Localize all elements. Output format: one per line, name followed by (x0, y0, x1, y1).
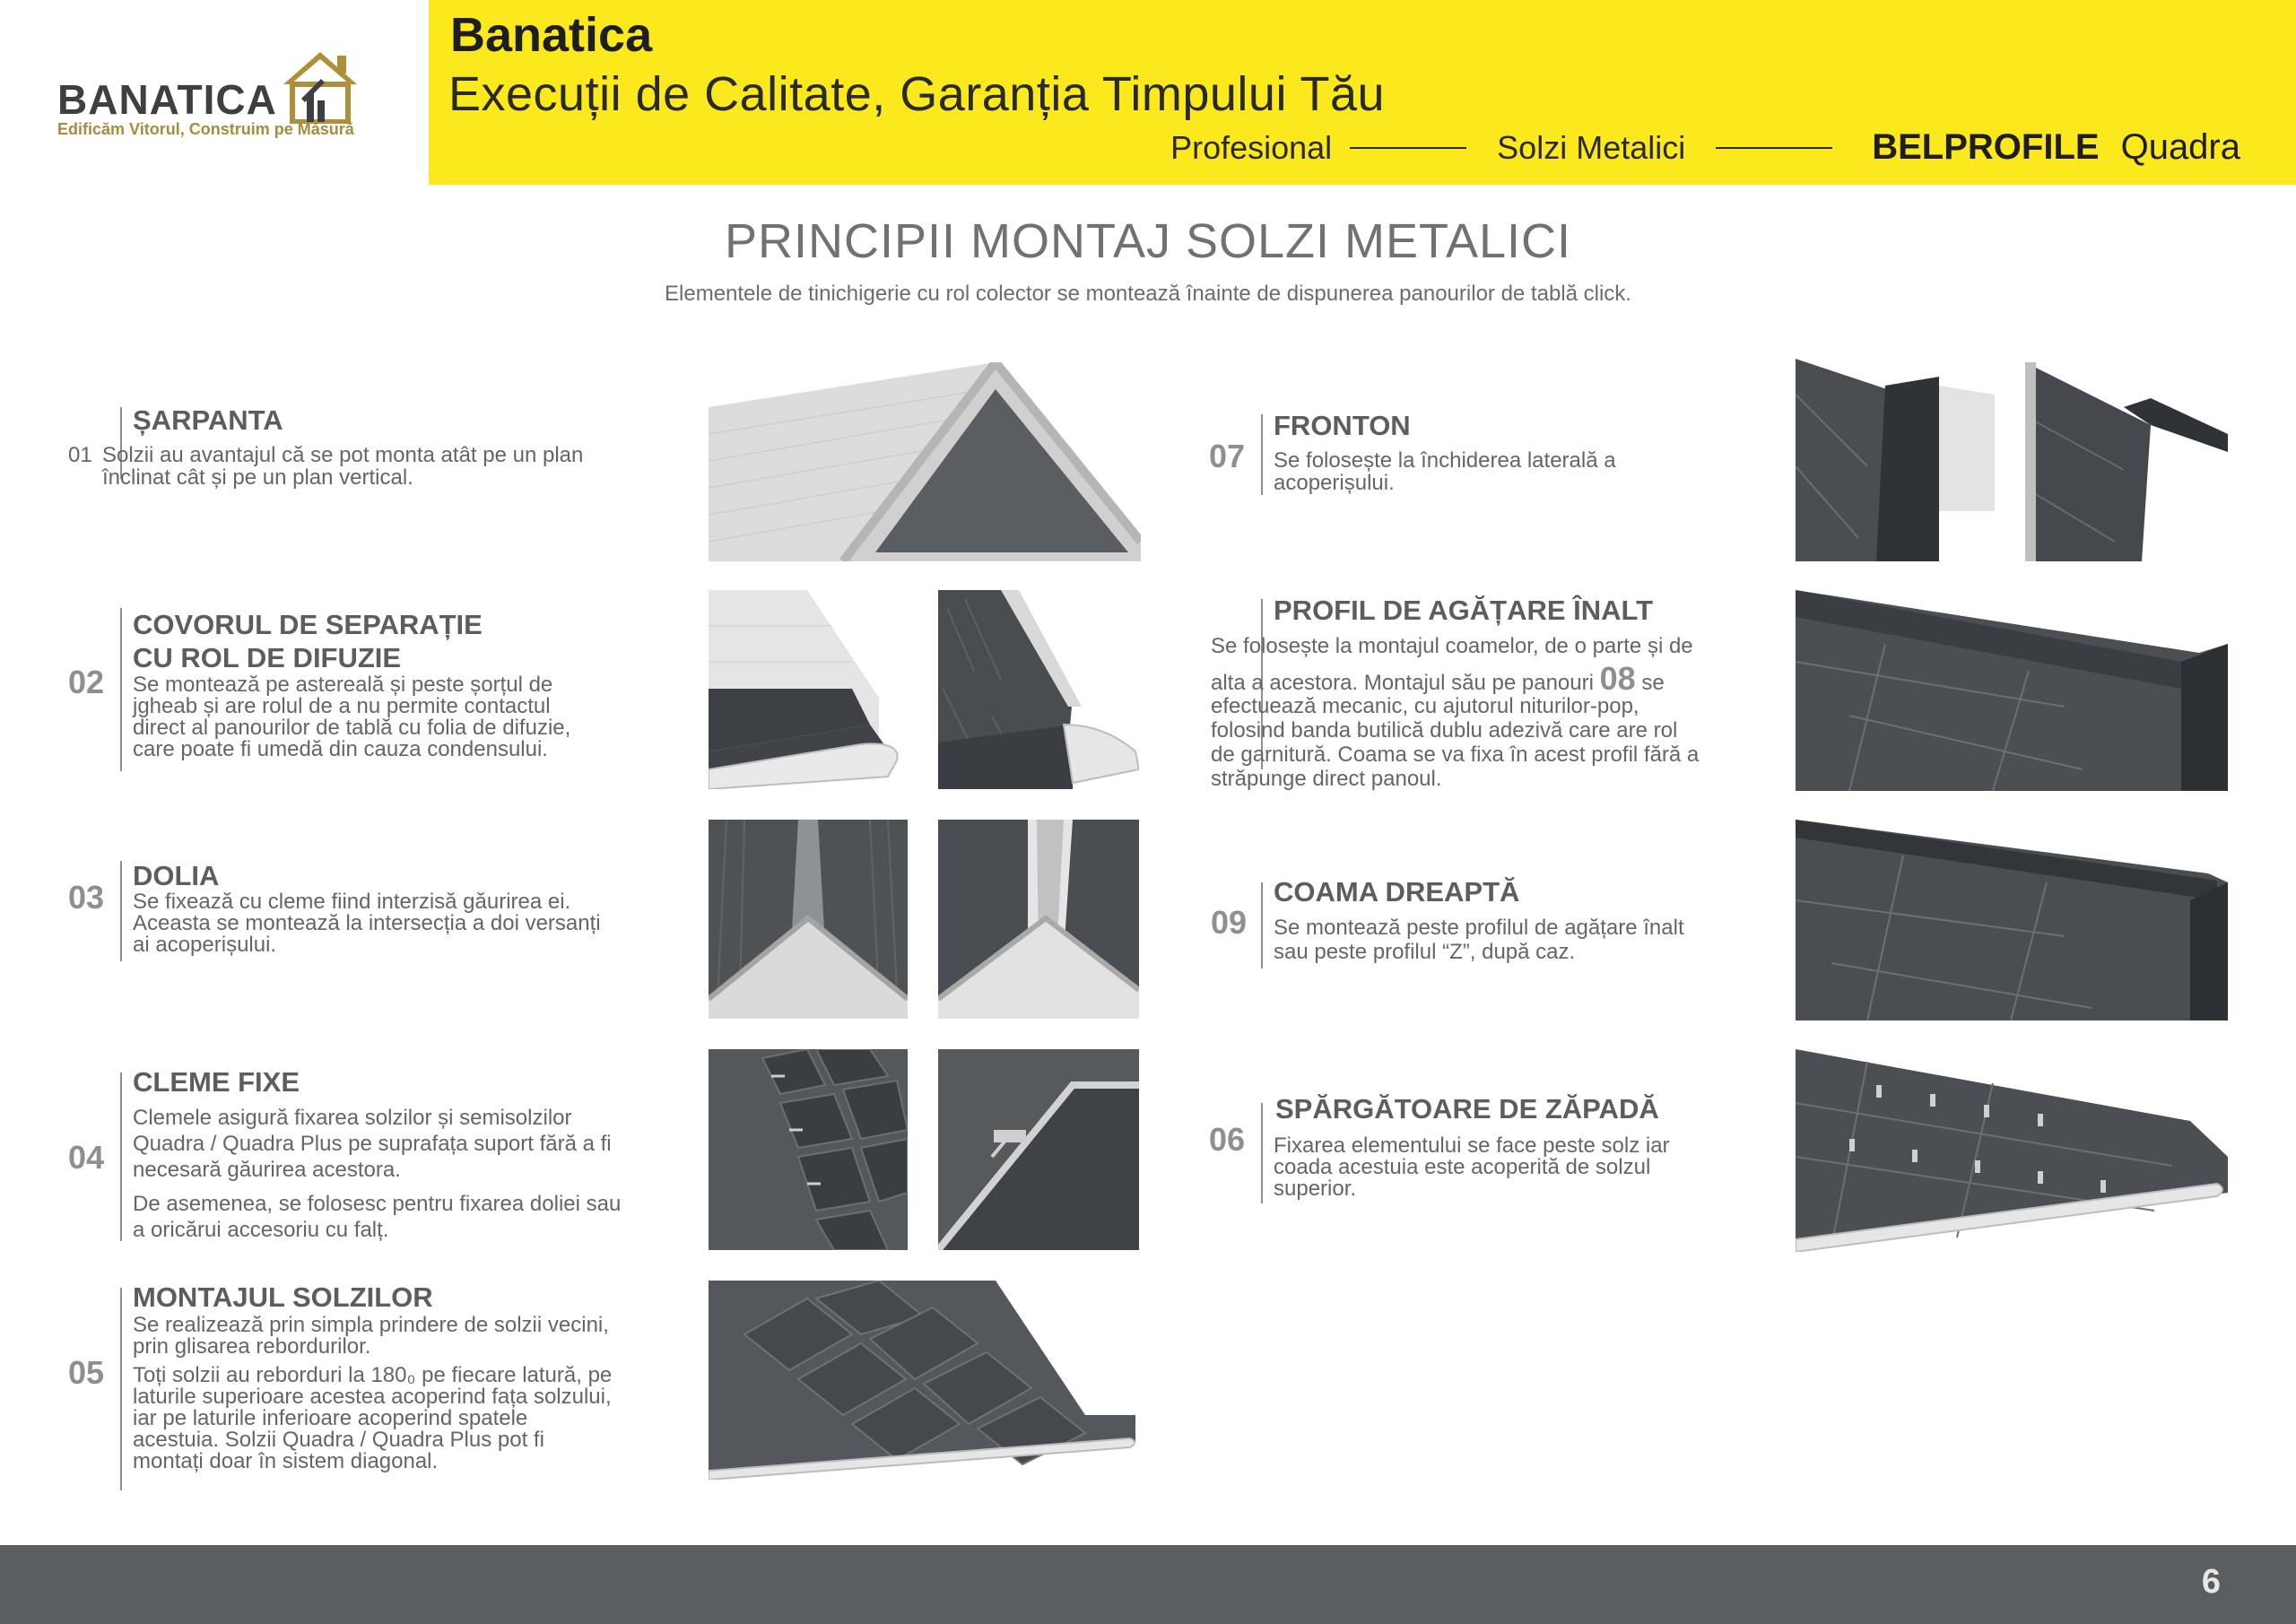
illustration-dolia-1 (709, 820, 908, 1019)
product-name: BELPROFILE (1872, 127, 2100, 167)
step-title: ȘARPANTA (133, 404, 283, 436)
logo (0, 0, 429, 185)
product-model: Quadra (2120, 127, 2240, 167)
brand-name: Banatica (450, 8, 653, 62)
illustration-sarpanta (709, 362, 1141, 561)
step-description-line: superior. (1274, 1177, 1357, 1201)
step-description-line: iar pe laturile inferioare acoperind spatele (133, 1406, 528, 1430)
step-description-line: Fixarea elementului se face peste solz iar (1274, 1133, 1670, 1158)
logo-tagline: Edificăm Vitorul, Construim pe Măsură (57, 120, 354, 138)
step-description-line: acestuia. Solzii Quadra / Quadra Plus pot fi (133, 1428, 544, 1452)
illustration-coama-dreapta (1796, 820, 2228, 1020)
logo-wordmark: BANATICA (57, 76, 277, 123)
step-title: CLEME FIXE (133, 1066, 300, 1098)
step-description-line: Se folosește la montajul coamelor, de o parte și de (1211, 634, 1693, 658)
house-logo-icon (280, 48, 361, 124)
illustration-cleme-1 (709, 1049, 908, 1250)
step-title: CU ROL DE DIFUZIE (133, 642, 402, 673)
step-number: 08 (1599, 660, 1636, 697)
step-description-line: Solzii au avantajul că se pot monta atât pe un plan (102, 443, 584, 467)
step-description-line: direct al panourilor de tablă cu folia de difuzie, (133, 716, 571, 740)
illustration-fronton-1 (1796, 359, 1995, 561)
step-description-line: de garnitură. Coama se va fixa în acest profil fără a (1211, 743, 1700, 767)
step-description-line (1211, 660, 1665, 697)
step-description-line: Se realizează prin simpla prindere de solzii vecini, (133, 1313, 609, 1337)
illustration-spargatoare-zapada (1796, 1049, 2228, 1252)
page-title: PRINCIPII MONTAJ SOLZI METALICI (724, 214, 1572, 268)
step-description-line: laturile superioare acestea acoperind fața solzului, (133, 1385, 612, 1409)
step-description-line: Toți solzii au reborduri la 180₀ pe fiecare latură, pe (133, 1363, 613, 1387)
step-description-line: necesară găurirea acestora. (133, 1158, 401, 1182)
step-description-line: ai acoperișului. (133, 933, 277, 957)
step-divider (1261, 882, 1263, 968)
illustration-dolia-2 (938, 820, 1139, 1019)
step-title: FRONTON (1274, 410, 1411, 441)
step-title: MONTAJUL SOLZILOR (133, 1281, 433, 1313)
step-number: 05 (68, 1354, 105, 1391)
illustration-fronton-2 (2025, 362, 2228, 561)
step-description-line: a oricărui accesoriu cu falț. (133, 1218, 389, 1242)
page-subtitle: Elementele de tinichigerie cu rol colector se montează înainte de dispunerea panourilor de tablă click. (665, 282, 1631, 306)
step-number: 03 (68, 879, 105, 916)
step-divider (1261, 414, 1263, 495)
step-description-text: se (1641, 671, 1665, 695)
step-title: COAMA DREAPTĂ (1274, 876, 1520, 908)
footer-bar (0, 1545, 2296, 1624)
illustration-montaj-solzi (709, 1281, 1135, 1480)
step-number: 09 (1211, 904, 1248, 941)
breadcrumb (1170, 127, 2240, 168)
step-description-line: înclinat cât și pe un plan vertical. (102, 465, 413, 490)
breadcrumb-solzi-metalici: Solzi Metalici (1497, 128, 1686, 166)
step-description-line: străpunge direct panoul. (1211, 767, 1442, 791)
step-divider (1261, 1103, 1263, 1203)
step-number: 07 (1209, 438, 1246, 474)
step-description-line: prin glisarea rebordurilor. (133, 1334, 371, 1359)
illustration-profil-agatare (1796, 590, 2228, 791)
breadcrumb-separator (1716, 147, 1832, 149)
step-description-line: Clemele asigură fixarea solzilor și semisolzilor (133, 1106, 572, 1130)
step-number: 02 (68, 664, 105, 700)
step-description-line: montați doar în sistem diagonal. (133, 1449, 439, 1473)
step-description-line: Quadra / Quadra Plus pe suprafața suport fără a fi (133, 1132, 612, 1156)
illustration-covor-2 (938, 590, 1139, 789)
step-description-line: Se fixează cu cleme fiind interzisă găurirea ei. (133, 890, 571, 914)
illustration-covor-1 (709, 590, 908, 789)
slogan: Execuții de Calitate, Garanția Timpului Tău (448, 67, 1386, 121)
step-title: DOLIA (133, 860, 220, 891)
breadcrumb-separator (1350, 147, 1466, 149)
step-divider (120, 1288, 122, 1490)
step-description-line: jgheab și are rolul de a nu permite contactul (133, 694, 551, 718)
step-description-line: care poate fi umedă din cauza condensului. (133, 737, 548, 761)
step-title: PROFIL DE AGĂȚARE ÎNALT (1274, 595, 1654, 626)
step-description-line: sau peste profilul “Z”, după caz. (1274, 940, 1576, 964)
breadcrumb-profesional: Profesional (1170, 128, 1333, 166)
step-description-line: coada acestuia este acoperită de solzul (1274, 1155, 1651, 1179)
step-description-line: folosind banda butilică dublu adezivă care are rol (1211, 718, 1678, 743)
page-number: 6 (2201, 1563, 2221, 1601)
step-description-line: efectuează mecanic, cu ajutorul niturilor-pop, (1211, 694, 1639, 718)
step-description-line: Se folosește la închiderea laterală a (1274, 448, 1616, 473)
step-number: 06 (1209, 1121, 1246, 1158)
step-divider (120, 1073, 122, 1241)
header-band (429, 0, 2296, 185)
step-description-line: De asemenea, se folosesc pentru fixarea doliei sau (133, 1192, 622, 1216)
step-title: SPĂRGĂTOARE DE ZĂPADĂ (1275, 1093, 1659, 1125)
step-title: COVORUL DE SEPARAȚIE (133, 609, 483, 640)
illustration-cleme-2 (938, 1049, 1139, 1250)
step-description-line: Aceasta se montează la intersecția a doi versanți (133, 911, 601, 935)
step-number: 01 (68, 443, 92, 467)
step-description-line: acoperișului. (1274, 471, 1395, 495)
step-number: 04 (68, 1139, 105, 1176)
step-description-line: Se montează pe astereală și peste șorțul de (133, 673, 553, 697)
step-divider (120, 608, 122, 771)
step-description-text: alta a acestora. Montajul său pe panouri (1211, 671, 1594, 695)
step-divider (120, 861, 122, 961)
step-description-line: Se montează peste profilul de agățare înalt (1274, 916, 1684, 940)
